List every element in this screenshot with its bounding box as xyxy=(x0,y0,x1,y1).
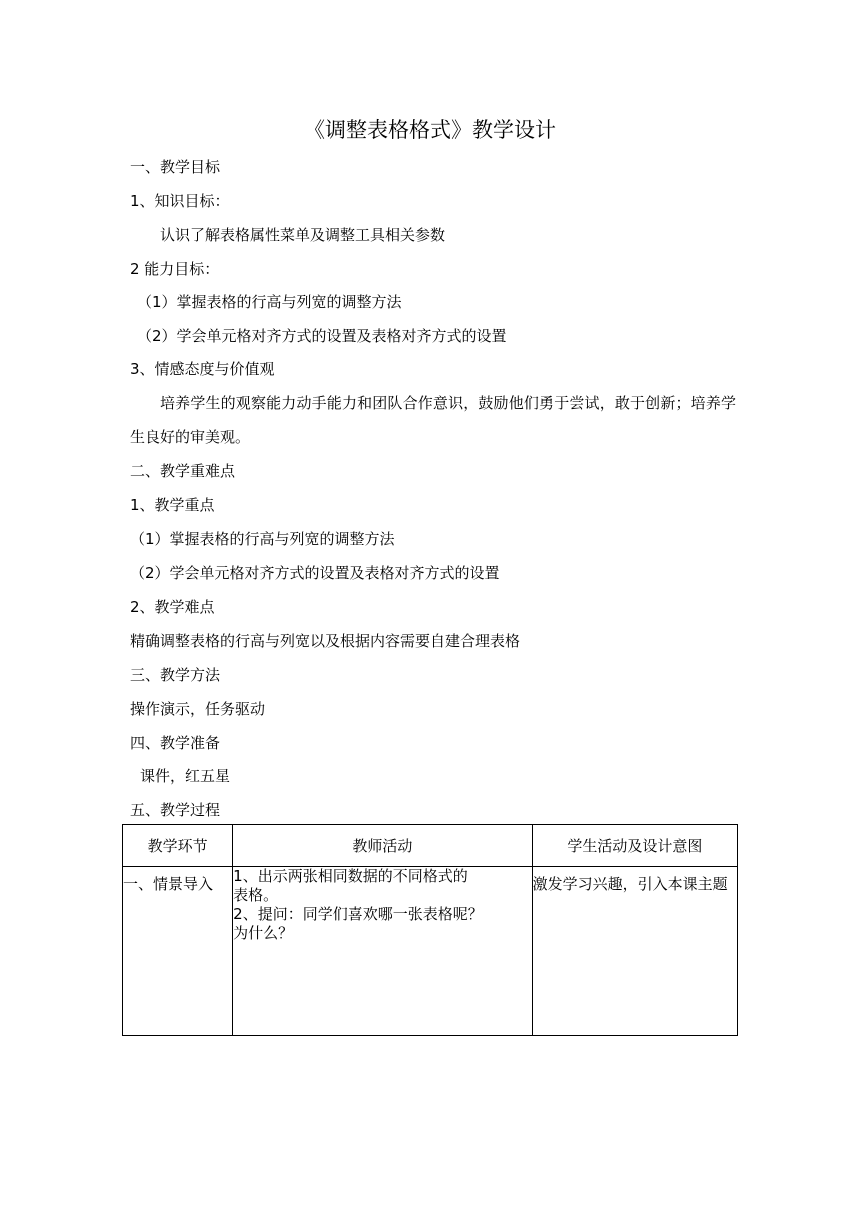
header-student-activity: 学生活动及设计意图 xyxy=(532,825,737,867)
prep-heading: 四、教学准备 xyxy=(130,734,221,752)
difficult-heading: 2、教学难点 xyxy=(130,598,215,616)
teacher-activity-cell xyxy=(233,867,532,1036)
document-title: 《调整表格格式》教学设计 xyxy=(304,118,556,142)
teacher-activity-line: 2、提问：同学们喜欢哪一张表格呢？ xyxy=(233,905,483,923)
difficult-text: 精确调整表格的行高与列宽以及根据内容需要自建合理表格 xyxy=(130,632,521,650)
teacher-activity-line: 1、出示两张相同数据的不同格式的 xyxy=(233,867,468,885)
table-row xyxy=(123,867,738,1036)
method-text: 操作演示，任务驱动 xyxy=(130,700,266,718)
key-heading: 1、教学重点 xyxy=(130,496,215,514)
ability-item-1: （1）掌握表格的行高与列宽的调整方法 xyxy=(137,293,402,311)
key-item-2: （2）学会单元格对齐方式的设置及表格对齐方式的设置 xyxy=(130,564,500,582)
knowledge-text: 认识了解表格属性菜单及调整工具相关参数 xyxy=(160,226,446,244)
student-activity-cell: 激发学习兴趣，引入本课主题 xyxy=(532,867,737,1036)
prep-text: 课件，红五星 xyxy=(140,767,231,785)
header-stage: 教学环节 xyxy=(123,825,233,867)
method-heading: 三、教学方法 xyxy=(130,666,221,684)
ability-item-2: （2）学会单元格对齐方式的设置及表格对齐方式的设置 xyxy=(137,327,507,345)
ability-heading: 2 能力目标： xyxy=(130,260,220,278)
teaching-process-table xyxy=(122,824,738,1036)
header-teacher-activity: 教师活动 xyxy=(233,825,532,867)
key-difficult-heading: 二、教学重难点 xyxy=(130,462,236,480)
teacher-activity-line: 为什么？ xyxy=(233,924,294,942)
key-item-1: （1）掌握表格的行高与列宽的调整方法 xyxy=(130,530,395,548)
stage-cell: 一、情景导入 xyxy=(123,867,233,1036)
emotion-heading: 3、情感态度与价值观 xyxy=(130,360,275,378)
process-heading: 五、教学过程 xyxy=(130,801,221,819)
knowledge-heading: 1、知识目标： xyxy=(130,192,230,210)
objectives-heading: 一、教学目标 xyxy=(130,158,221,176)
teacher-activity-line: 表格。 xyxy=(233,886,279,904)
emotion-text: 培养学生的观察能力动手能力和团队合作意识，鼓励他们勇于尝试，敢于创新；培养学生良好的审美观。 xyxy=(130,394,736,446)
table-header-row xyxy=(123,825,738,867)
